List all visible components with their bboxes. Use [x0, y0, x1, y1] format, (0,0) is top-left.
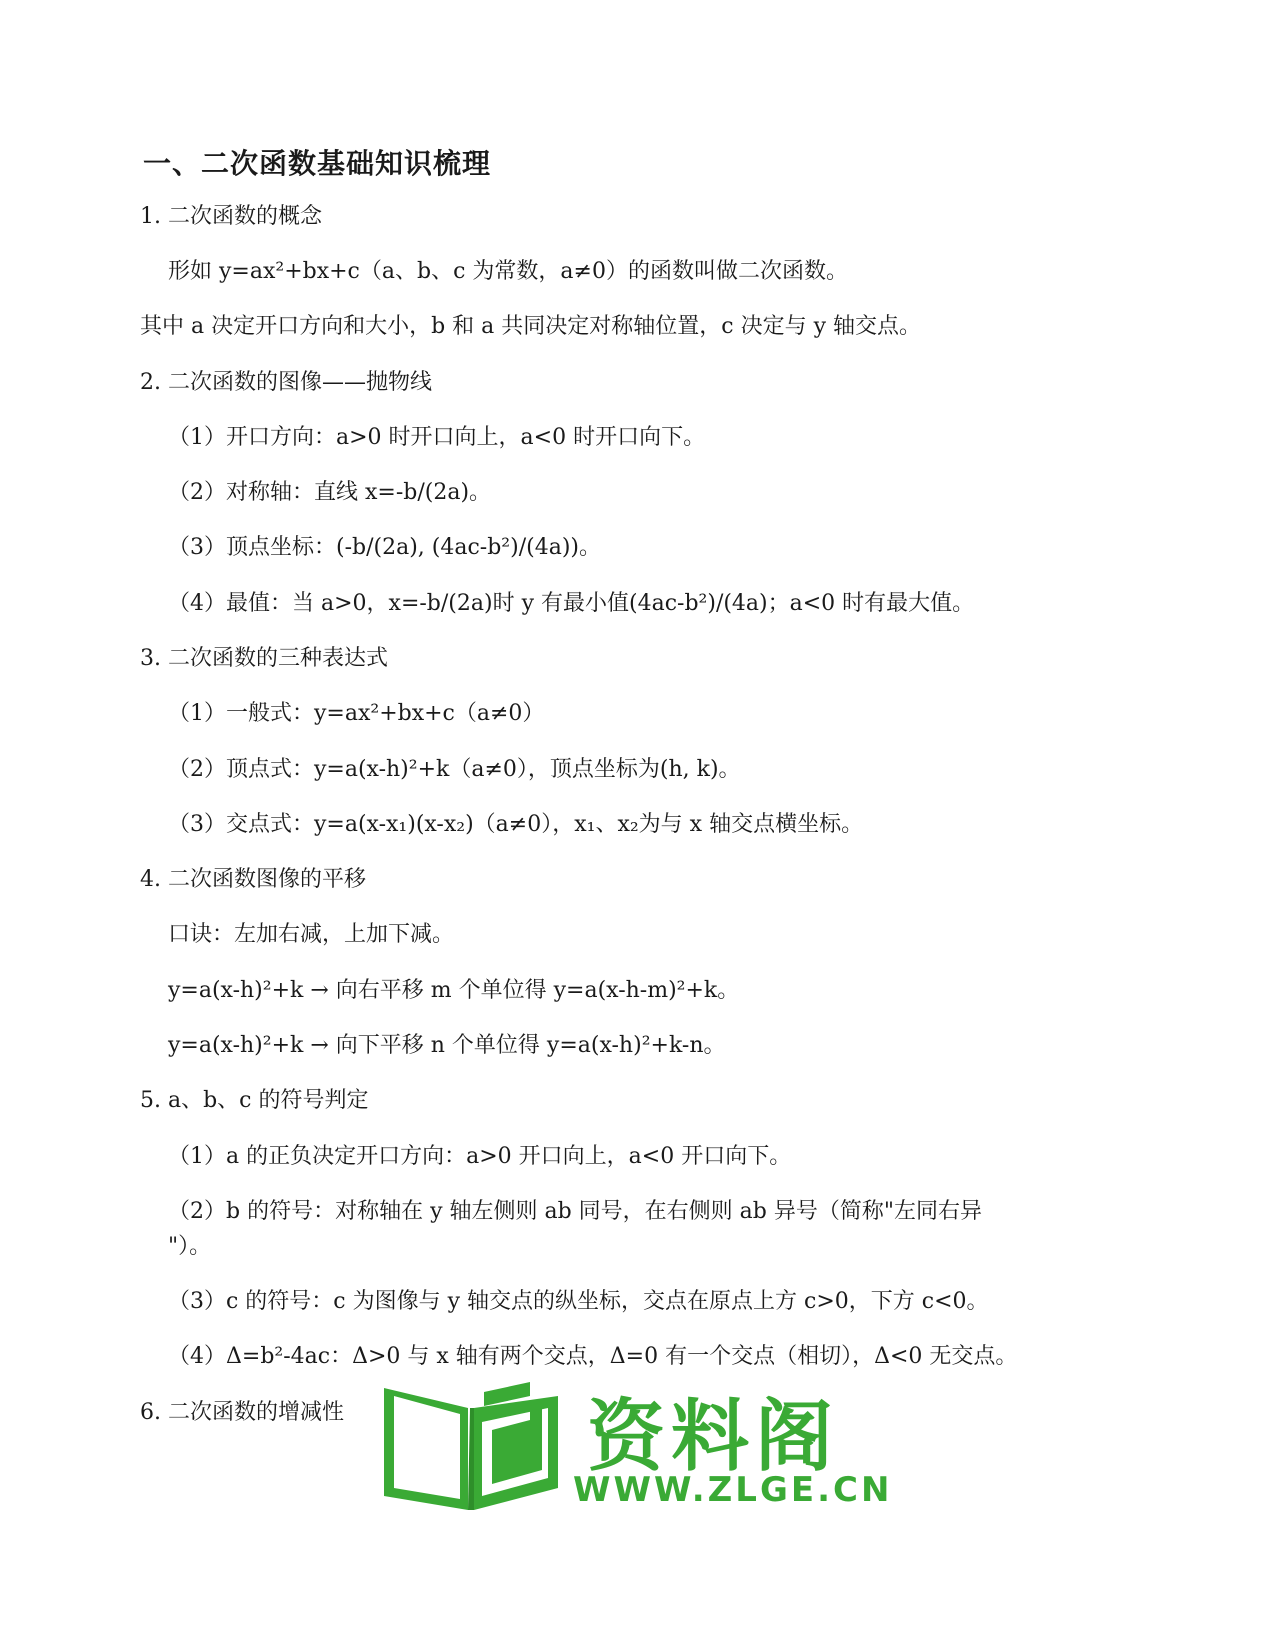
paragraph-line: 口诀：左加右减，上加下减。 — [168, 922, 455, 947]
list-item: （1）一般式：y=ax²+bx+c（a≠0） — [168, 701, 545, 726]
subheading-6: 6. 二次函数的增减性 — [140, 1400, 344, 1425]
list-item: （3）c 的符号：c 为图像与 y 轴交点的纵坐标，交点在原点上方 c>0，下方 c<0。 — [168, 1289, 989, 1314]
list-item: （1）开口方向：a>0 时开口向上，a<0 时开口向下。 — [168, 425, 706, 450]
list-item: （3）顶点坐标：(-b/(2a), (4ac-b²)/(4a))。 — [168, 535, 601, 560]
list-item: （4）Δ=b²-4ac：Δ>0 与 x 轴有两个交点，Δ=0 有一个交点（相切），Δ<0 无交点。 — [168, 1344, 1018, 1369]
list-item: （2）对称轴：直线 x=-b/(2a)。 — [168, 480, 492, 505]
subheading-2: 2. 二次函数的图像——抛物线 — [140, 370, 432, 395]
section-heading: 一、二次函数基础知识梳理 — [143, 147, 492, 180]
subheading-3: 3. 二次函数的三种表达式 — [140, 646, 388, 671]
paragraph-line: 形如 y=ax²+bx+c（a、b、c 为常数，a≠0）的函数叫做二次函数。 — [168, 259, 848, 284]
formula-line: y=a(x-h)²+k → 向右平移 m 个单位得 y=a(x-h-m)²+k。 — [168, 978, 740, 1003]
watermark-name: 资料阁 — [587, 1392, 840, 1482]
formula-line: y=a(x-h)²+k → 向下平移 n 个单位得 y=a(x-h)²+k-n。 — [168, 1033, 726, 1058]
list-item: （4）最值：当 a>0，x=-b/(2a)时 y 有最小值(4ac-b²)/(4a)；a<0 时有最大值。 — [168, 591, 975, 616]
paragraph-line: 其中 a 决定开口方向和大小，b 和 a 共同决定对称轴位置，c 决定与 y 轴交点。 — [140, 314, 922, 339]
watermark-url: WWW.ZLGE.CN — [573, 1470, 893, 1510]
list-item: （2）b 的符号：对称轴在 y 轴左侧则 ab 同号，在右侧则 ab 异号（简称"左同右异 — [168, 1199, 982, 1224]
subheading-5: 5. a、b、c 的符号判定 — [140, 1088, 369, 1113]
list-item: （2）顶点式：y=a(x-h)²+k（a≠0），顶点坐标为(h, k)。 — [168, 757, 741, 782]
subheading-1: 1. 二次函数的概念 — [140, 204, 322, 229]
list-item: （1）a 的正负决定开口方向：a>0 开口向上，a<0 开口向下。 — [168, 1144, 792, 1169]
book-logo-icon — [380, 1378, 570, 1513]
list-item-continuation: "）。 — [168, 1234, 212, 1259]
watermark-logo — [380, 1378, 893, 1518]
subheading-4: 4. 二次函数图像的平移 — [140, 867, 366, 892]
list-item: （3）交点式：y=a(x-x₁)(x-x₂)（a≠0），x₁、x₂为与 x 轴交点横坐标。 — [168, 812, 864, 837]
